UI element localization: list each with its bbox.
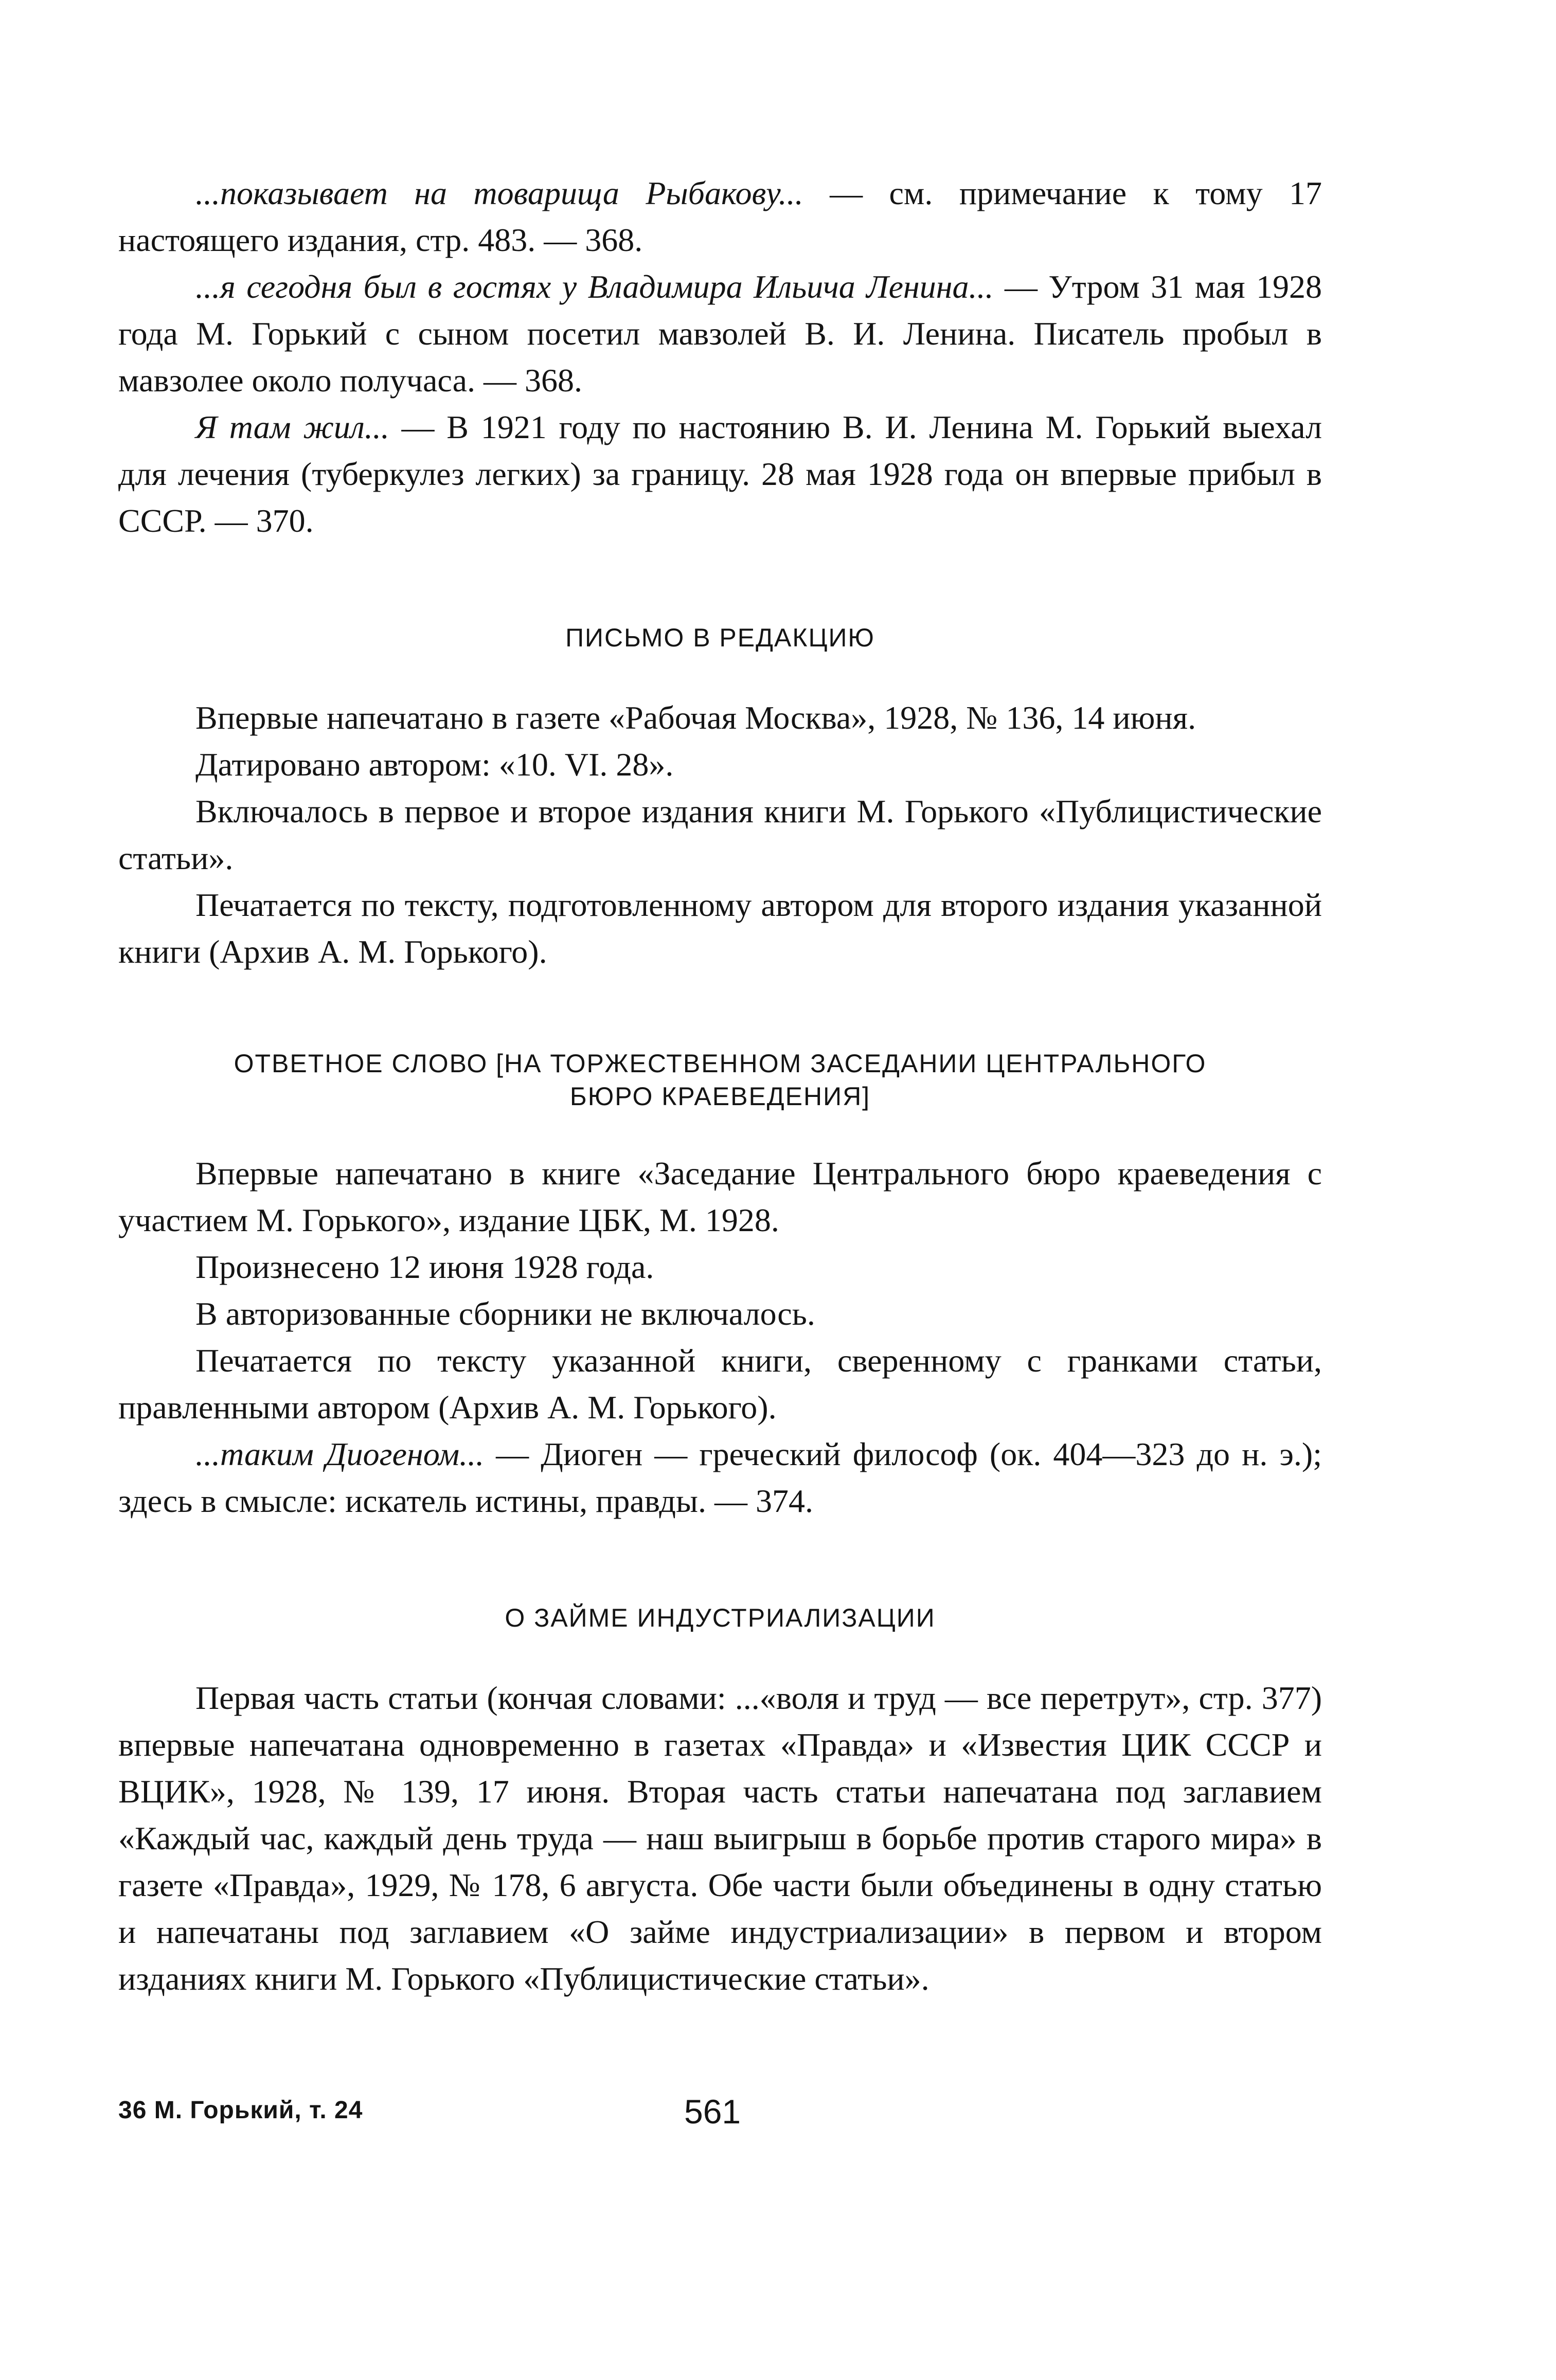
note-quote: ...показывает на товарища Рыбакову... — [195, 175, 803, 211]
section-title — [118, 1047, 1322, 1113]
section-title: О ЗАЙМЕ ИНДУСТРИАЛИЗАЦИИ — [505, 1603, 936, 1632]
note-quote: ...таким Диогеном... — [195, 1436, 485, 1472]
section-title-line: ОТВЕТНОЕ СЛОВО [НА ТОРЖЕСТВЕННОМ ЗАСЕДАНИИ ЦЕНТРАЛЬНОГО — [234, 1049, 1207, 1078]
paragraph: Печатается по тексту, подготовленному автором для второго издания указанной книги (Архив А. М. Горького). — [118, 887, 1322, 970]
printer-signature: 36 М. Горький, т. 24 — [118, 2097, 363, 2124]
intro-notes — [118, 170, 1322, 544]
section-reply-speech — [118, 1047, 1322, 1524]
note-quote: ...я сегодня был в гостях у Владимира Ильича Ленина... — [195, 268, 994, 305]
paragraph: Печатается по тексту указанной книги, сверенному с гранками статьи, правленными автором (Архив А. М. Горького). — [118, 1342, 1322, 1426]
note-text: — В 1921 году по настоянию В. И. Ленина М. Горький выехал для лечения (туберкулез легких) за границу. 28 мая 1928 года он впервые прибыл в СССР. — 370. — [118, 409, 1322, 539]
page-body — [118, 170, 1322, 2002]
paragraph: Произнесено 12 июня 1928 года. — [195, 1249, 654, 1285]
note-text: — Утром 31 мая 1928 года М. Горький с сыном посетил мавзолей В. И. Ленина. Писатель пробыл в мавзолее около получаса. — 368. — [118, 268, 1322, 399]
note-text: — см. примечание к тому 17 настоящего издания, стр. 483. — 368. — [118, 175, 1322, 258]
paragraph: В авторизованные сборники не включалось. — [195, 1295, 815, 1332]
page-number: 561 — [684, 2093, 741, 2131]
section-letter-to-editor — [118, 621, 1322, 975]
note-text: — Диоген — греческий философ (ок. 404—323 до н. э.); здесь в смысле: искатель истины, правды. — 374. — [118, 1436, 1322, 1519]
paragraph: Впервые напечатано в газете «Рабочая Москва», 1928, № 136, 14 июня. — [195, 699, 1196, 736]
paragraph: Включалось в первое и второе издания книги М. Горького «Публицистические статьи». — [118, 793, 1322, 876]
page-footer — [118, 2092, 1322, 2138]
section-title-line: БЮРО КРАЕВЕДЕНИЯ] — [569, 1082, 871, 1111]
note-diogenes — [118, 1431, 1322, 1524]
note-lenin-visit — [118, 263, 1322, 404]
note-quote: Я там жил... — [195, 409, 389, 445]
note-rybakova — [118, 170, 1322, 263]
paragraph: Датировано автором: «10. VI. 28». — [195, 746, 674, 783]
paragraph: Впервые напечатано в книге «Заседание Центрального бюро краеведения с участием М. Горького», издание ЦБК, М. 1928. — [118, 1155, 1322, 1238]
paragraph: Первая часть статьи (кончая словами: ...«воля и труд — все перетрут», стр. 377) впервые напечатана одновременно в газетах «Правда» и «Известия ЦИК СССР и ВЦИК», 1928, № 139, 17 июня. Вторая часть статьи напечатана под заглавием «Каждый час, каждый день труда — наш выигрыш в борьбе против старого мира» в газете «Правда», 1929, № 178, 6 августа. Обе части были объединены в одну статью и напечатаны под заглавием «О займе индустриализации» в первом и втором изданиях книги М. Горького «Публицистические статьи». — [118, 1680, 1322, 1997]
note-lived-there — [118, 404, 1322, 544]
section-industrialization-loan — [118, 1601, 1322, 2002]
section-title: ПИСЬМО В РЕДАКЦИЮ — [565, 623, 875, 652]
